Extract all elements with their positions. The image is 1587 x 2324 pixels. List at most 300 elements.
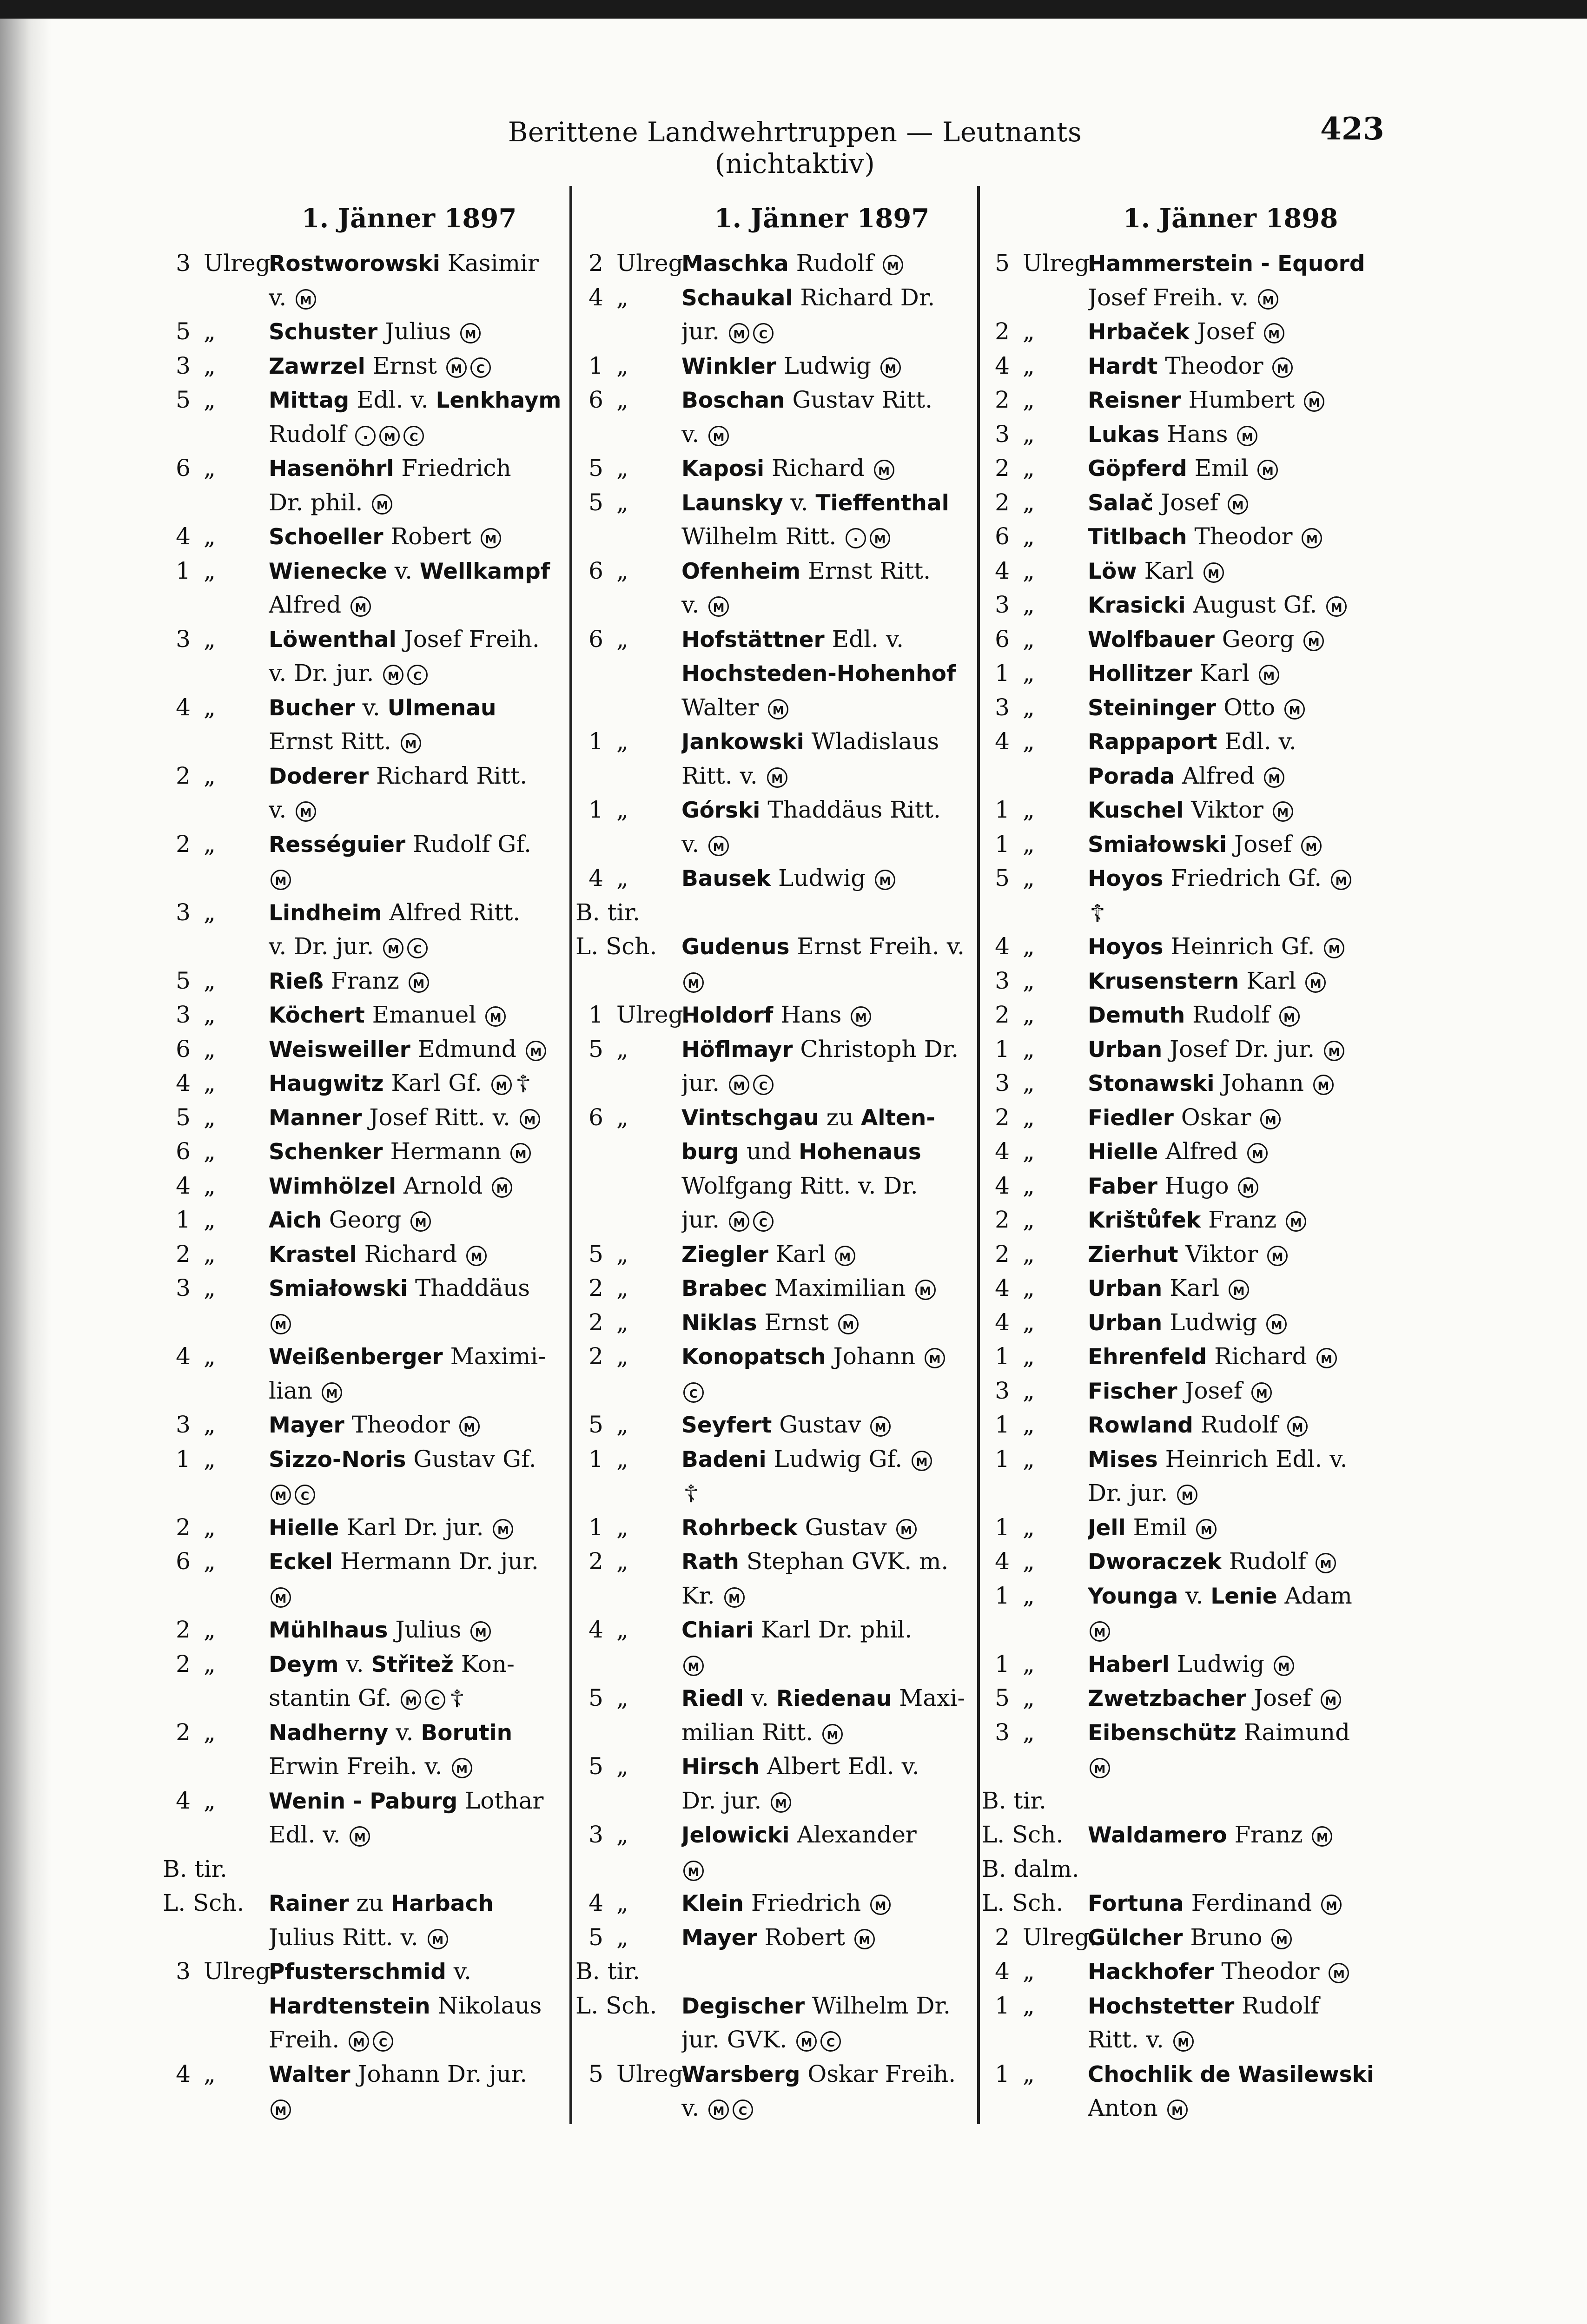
entry-text	[681, 383, 975, 417]
entry-text	[269, 1579, 562, 1613]
list-item	[982, 656, 1386, 691]
entry-detail: Alfred	[269, 591, 349, 618]
regiment-type: „	[204, 1650, 216, 1677]
list-item	[982, 1989, 1386, 2023]
list-item	[163, 656, 562, 691]
entry-detail: Erwin Freih. v.	[269, 1753, 450, 1780]
medal-m-icon: M	[1173, 2031, 1194, 2052]
regiment-number	[163, 417, 204, 452]
entry-detail: Rudolf	[788, 250, 881, 277]
regiment-type	[204, 1579, 269, 1613]
regiment-type: „	[1023, 1138, 1035, 1165]
entry-text	[269, 1135, 562, 1169]
medal-m-icon: M	[271, 1587, 291, 1608]
regiment-type	[1023, 2091, 1088, 2126]
medal-m-icon: M	[708, 426, 729, 446]
regiment-type	[616, 1135, 681, 1169]
regiment-number	[163, 2091, 204, 2126]
entry-text	[269, 998, 562, 1032]
entry-detail: Edl. v.	[824, 625, 904, 653]
surname: Hrbaček	[1088, 319, 1190, 345]
entry-detail: v.	[681, 420, 707, 448]
entry-text	[269, 930, 562, 964]
entry-detail: Karl	[1162, 1274, 1227, 1301]
surname: Haugwitz	[269, 1071, 384, 1096]
surname: Hardt	[1088, 353, 1158, 379]
entry-detail: v.	[1178, 1582, 1211, 1609]
list-item	[575, 1203, 975, 1237]
surname: Badeni	[681, 1446, 767, 1472]
regiment-type: „	[204, 1616, 216, 1643]
surname: Konopatsch	[681, 1344, 826, 1370]
medal-m-icon: M	[1267, 1246, 1288, 1266]
surname: Chiari	[681, 1618, 754, 1643]
regiment-number: 3	[995, 420, 1010, 448]
entry-text	[1088, 1818, 1386, 1852]
entry-detail: Heinrich Gf.	[1163, 933, 1322, 960]
regiment-type: Ulreg.	[1023, 250, 1097, 277]
regiment-number	[163, 1921, 204, 1955]
entry-text	[681, 725, 975, 759]
medal-m-icon: M	[1287, 1416, 1308, 1437]
entry-detail: v.	[681, 2094, 707, 2121]
regiment-number: 4	[176, 1343, 191, 1370]
entry-detail: Josef	[1153, 489, 1226, 516]
regiment-number: 4	[589, 865, 603, 891]
surname: Mittag	[269, 388, 350, 413]
surname: Titlbach	[1088, 524, 1187, 550]
surname: Lindheim	[269, 900, 382, 926]
regiment-type: „	[1023, 1958, 1035, 1985]
regiment-type: „	[1023, 625, 1035, 653]
list-item	[163, 281, 562, 315]
entry-detail: Emanuel	[364, 1001, 484, 1028]
entry-text	[1088, 451, 1386, 486]
regiment-type: „	[1023, 1343, 1035, 1370]
regiment-number	[575, 1135, 616, 1169]
list-item	[575, 1613, 975, 1647]
surname: Maschka	[681, 251, 789, 277]
medal-m-icon: M	[446, 357, 467, 378]
entry-text	[681, 2023, 975, 2057]
regiment-number	[575, 1169, 616, 1203]
surname: Nadherny	[269, 1720, 389, 1746]
list-item	[982, 1852, 1386, 1887]
entry-text	[269, 383, 562, 417]
regiment-type: „	[1023, 1548, 1035, 1575]
surname: Mayer	[269, 1413, 344, 1438]
surname: Hochsteden-Hohenhof	[681, 661, 956, 687]
regiment-type: „	[204, 898, 216, 926]
entry-text	[269, 1203, 562, 1237]
entry-text	[681, 1784, 975, 1818]
regiment-type: „	[204, 1070, 216, 1096]
entry-text	[269, 1716, 562, 1750]
regiment-number: 1	[589, 728, 603, 755]
regiment-number	[982, 759, 1023, 793]
regiment-type: „	[1023, 1377, 1035, 1404]
regiment-type: „	[616, 1035, 628, 1063]
entry-text	[681, 349, 975, 383]
page-edge-top	[0, 0, 1587, 19]
regiment-type: „	[204, 1138, 216, 1165]
medal-m-icon: M	[1258, 289, 1278, 310]
regiment-number: 5	[589, 489, 603, 516]
regiment-number: 1	[589, 1001, 603, 1028]
list-item	[575, 1750, 975, 1784]
entry-detail: Theodor	[344, 1411, 457, 1438]
entry-text	[681, 1511, 975, 1545]
list-item	[575, 1579, 975, 1613]
medal-m-icon: M	[1304, 391, 1324, 412]
surname: Rainer	[269, 1891, 349, 1916]
surname: Urban	[1088, 1037, 1163, 1063]
list-item	[575, 1886, 975, 1921]
surname: Wellkampf	[419, 558, 550, 584]
medal-c-icon: C	[470, 357, 491, 378]
entry-text	[1088, 1613, 1386, 1647]
surname: Younga	[1088, 1583, 1178, 1609]
regiment-type: „	[1023, 1650, 1035, 1677]
regiment-type	[204, 861, 269, 896]
list-item	[163, 1921, 562, 1955]
list-item	[163, 383, 562, 417]
entry-detail: v.	[388, 1718, 421, 1746]
regiment-type: „	[204, 2060, 216, 2087]
medal-m-icon: M	[1272, 357, 1293, 378]
regiment-type: „	[1023, 1684, 1035, 1711]
list-item	[575, 281, 975, 315]
surname: Jankowski	[681, 729, 804, 755]
surname: Kaposi	[681, 456, 765, 482]
regiment-number: 4	[995, 1548, 1010, 1575]
entry-detail: Robert	[757, 1923, 853, 1951]
regiment-type: „	[204, 967, 216, 994]
entry-text	[269, 554, 562, 588]
regiment-type	[616, 827, 681, 862]
list-item	[575, 2057, 975, 2092]
list-item	[982, 246, 1386, 281]
list-item	[982, 861, 1386, 896]
entry-detail: Viktor	[1178, 1240, 1266, 1268]
regiment-type: „	[616, 1343, 628, 1370]
medal-m-icon: M	[1284, 699, 1305, 720]
surname: Hoyos	[1088, 934, 1164, 960]
list-item	[575, 930, 975, 964]
entry-text	[681, 281, 975, 315]
entry-detail: Theodor	[1187, 523, 1300, 550]
list-item	[163, 1032, 562, 1067]
entry-text	[1088, 2091, 1386, 2126]
medal-m-icon: M	[708, 596, 729, 617]
entry-detail: Friedrich	[743, 1889, 869, 1916]
entry-text	[1088, 998, 1386, 1032]
entry-text	[681, 2057, 975, 2092]
entry-text	[1088, 861, 1386, 896]
regiment-type: „	[1023, 1718, 1035, 1746]
regiment-type	[204, 588, 269, 622]
entry-text	[269, 2023, 562, 2057]
medal-m-icon: M	[1237, 426, 1257, 446]
entry-detail: Franz	[1227, 1821, 1310, 1848]
surname: Rostworowski	[269, 251, 440, 277]
medal-c-icon: C	[753, 1211, 774, 1232]
entry-detail: Karl	[768, 1240, 833, 1268]
entry-detail: August Gf.	[1185, 591, 1325, 618]
regiment-type	[616, 1476, 681, 1511]
entry-detail: Hermann Dr. jur.	[332, 1548, 539, 1575]
list-item	[982, 1271, 1386, 1306]
column-divider-1	[569, 186, 572, 2124]
entry-detail: Karl Dr. jur.	[339, 1513, 491, 1541]
surname: Höflmayr	[681, 1037, 793, 1063]
list-item	[982, 1169, 1386, 1203]
entry-text	[1088, 827, 1386, 862]
entry-detail: v.	[338, 1650, 371, 1677]
medal-m-icon: M	[1329, 1963, 1349, 1983]
regiment-number: 6	[176, 1548, 191, 1575]
regiment-type	[204, 281, 269, 315]
list-item	[575, 2023, 975, 2057]
surname: Hofstättner	[681, 627, 825, 653]
entry-detail: Rudolf	[1185, 1001, 1277, 1028]
entry-detail: Dr. phil.	[269, 489, 370, 516]
regiment-type	[616, 2023, 681, 2057]
entry-text	[681, 2091, 975, 2126]
medal-m-icon: M	[1324, 938, 1344, 958]
medal-m-icon: M	[1251, 1382, 1272, 1403]
entry-text	[1088, 2057, 1386, 2092]
regiment-type	[616, 691, 681, 725]
entry-detail: Rudolf Gf.	[405, 830, 531, 858]
regiment-number: 1	[995, 1445, 1010, 1472]
regiment-number: 1	[995, 660, 1010, 687]
medal-m-icon: M	[708, 2100, 729, 2120]
entry-text	[269, 1032, 562, 1067]
regiment-number	[163, 1476, 204, 1511]
surname: Klein	[681, 1891, 744, 1916]
entry-detail: Alfred	[1175, 762, 1262, 789]
list-item	[575, 1340, 975, 1374]
list-item	[163, 1545, 562, 1579]
entry-text	[269, 281, 562, 315]
list-item	[163, 2057, 562, 2092]
entry-detail: Karl	[1239, 967, 1304, 994]
medal-m-icon: M	[296, 801, 316, 822]
list-item	[163, 691, 562, 725]
entry-text	[1088, 1545, 1386, 1579]
entry-detail: Johann	[826, 1343, 923, 1370]
list-item	[982, 1545, 1386, 1579]
unit-label: B. tir.	[575, 898, 640, 926]
regiment-type: „	[616, 1513, 628, 1541]
list-item	[575, 1818, 975, 1852]
entry-text	[269, 1271, 562, 1306]
list-item	[982, 315, 1386, 349]
medal-m-icon: M	[683, 1656, 704, 1676]
regiment-type	[616, 759, 681, 793]
entry-detail: Hans	[1159, 420, 1236, 448]
medal-m-icon: M	[350, 1826, 370, 1847]
medal-m-icon: M	[1303, 631, 1324, 651]
surname: Chochlik de Wasilewski	[1088, 2061, 1375, 2087]
list-item	[575, 1647, 975, 1682]
regiment-number: 5	[589, 2060, 603, 2087]
column-heading: 1. Jänner 1898	[1123, 203, 1338, 234]
regiment-type: „	[1023, 728, 1035, 755]
regiment-number: 1	[176, 1445, 191, 1472]
regiment-type: „	[204, 386, 216, 413]
regiment-number	[163, 793, 204, 827]
regiment-number: 3	[176, 1274, 191, 1301]
regiment-number: 3	[995, 967, 1010, 994]
unit-label: L. Sch.	[982, 1821, 1064, 1848]
regiment-type	[616, 1784, 681, 1818]
entry-detail: Franz	[1201, 1206, 1284, 1233]
surname: Faber	[1088, 1173, 1157, 1199]
entry-text	[1088, 725, 1386, 759]
medal-m-icon: M	[1313, 1075, 1334, 1095]
regiment-number: 1	[589, 1445, 603, 1472]
entry-detail: Stephan GVK. m.	[739, 1548, 949, 1575]
surname: Salač	[1088, 490, 1154, 516]
entry-detail: Johann Dr. jur.	[350, 2060, 528, 2087]
regiment-type: „	[1023, 2060, 1035, 2087]
regiment-number	[163, 1681, 204, 1716]
surname: Hielle	[1088, 1139, 1158, 1165]
entry-detail: Josef Freih. v.	[1088, 284, 1256, 311]
list-item	[982, 964, 1386, 998]
list-item	[982, 1784, 1386, 1818]
list-item	[575, 622, 975, 657]
list-item	[575, 1716, 975, 1750]
regiment-number: 1	[589, 796, 603, 823]
entry-text	[1088, 1852, 1386, 1887]
entry-text	[1088, 1784, 1386, 1818]
regiment-number: 5	[176, 318, 191, 345]
entry-detail: zu	[349, 1889, 391, 1916]
entry-detail: Walter	[681, 693, 767, 721]
surname: Lukas	[1088, 422, 1160, 448]
entry-detail: Thaddäus Ritt.	[760, 796, 941, 823]
medal-m-icon: M	[428, 1929, 448, 1949]
entry-detail: Ludwig	[771, 865, 873, 891]
entry-text	[681, 896, 975, 930]
entry-text	[1088, 1989, 1386, 2023]
regiment-type: „	[616, 865, 628, 891]
entry-detail: Hermann	[383, 1138, 509, 1165]
regiment-type: „	[1023, 318, 1035, 345]
list-item	[982, 1032, 1386, 1067]
list-item	[575, 1101, 975, 1135]
regiment-type	[1023, 759, 1088, 793]
list-item	[982, 1613, 1386, 1647]
list-item	[163, 246, 562, 281]
entry-text	[1088, 622, 1386, 657]
medal-m-icon: M	[875, 870, 895, 890]
surname: Górski	[681, 798, 760, 823]
list-item	[982, 827, 1386, 862]
entry-text	[1088, 417, 1386, 452]
medal-m-icon: M	[880, 357, 901, 378]
list-item	[575, 793, 975, 827]
list-item	[982, 349, 1386, 383]
entry-text	[681, 588, 975, 622]
entry-detail: Richard	[1207, 1343, 1315, 1370]
entry-detail: Wolfgang Ritt. v. Dr.	[681, 1172, 918, 1199]
entry-text	[681, 1408, 975, 1442]
medal-m-icon: M	[1321, 1690, 1341, 1710]
list-item	[982, 486, 1386, 520]
regiment-number: 1	[995, 796, 1010, 823]
regiment-type: „	[204, 693, 216, 721]
medal-m-icon: M	[1228, 494, 1248, 515]
regiment-type: „	[1023, 830, 1035, 858]
surname: Göpferd	[1088, 456, 1187, 482]
surname: Fischer	[1088, 1378, 1177, 1404]
surname: Winkler	[681, 353, 776, 379]
entry-text	[681, 451, 975, 486]
regiment-number: 4	[995, 1308, 1010, 1336]
list-item	[575, 383, 975, 417]
entry-text	[681, 1374, 975, 1408]
list-item	[163, 486, 562, 520]
regiment-number: 3	[995, 1070, 1010, 1096]
list-item	[163, 896, 562, 930]
list-item	[982, 2023, 1386, 2057]
unit-label: B. tir.	[163, 1855, 227, 1882]
medal-m-icon: M	[510, 1143, 531, 1163]
medal-m-icon: M	[768, 699, 788, 720]
list-item	[163, 793, 562, 827]
regiment-number: 4	[995, 1958, 1010, 1985]
entry-detail: Alexander	[789, 1821, 917, 1848]
entry-detail: Karl Dr. phil.	[754, 1616, 913, 1643]
regiment-type: Ulreg.	[616, 2060, 691, 2087]
running-header: Berittene Landwehrtruppen — Leutnants (nichtaktiv)	[508, 116, 1082, 179]
unit-label: L. Sch.	[163, 1889, 245, 1916]
entry-detail: Alfred	[1158, 1138, 1246, 1165]
list-item	[163, 1340, 562, 1374]
surname: Mayer	[681, 1925, 757, 1951]
entry-text	[269, 520, 562, 554]
entry-text	[269, 246, 562, 281]
entry-text	[269, 2057, 562, 2092]
list-item	[982, 451, 1386, 486]
entry-text	[1088, 1511, 1386, 1545]
list-item	[163, 2023, 562, 2057]
medal-m-icon: M	[520, 1109, 540, 1129]
regiment-type: „	[204, 557, 216, 584]
medal-m-icon: M	[1326, 596, 1347, 617]
list-item	[575, 1442, 975, 1477]
list-item	[982, 383, 1386, 417]
entry-detail: Josef Freih.	[396, 625, 540, 653]
entry-text	[681, 998, 975, 1032]
list-item	[163, 1271, 562, 1306]
entry-text	[681, 827, 975, 862]
entry-text	[269, 1169, 562, 1203]
regiment-number: 6	[176, 455, 191, 482]
list-item	[163, 964, 562, 998]
medal-m-icon: M	[1316, 1553, 1336, 1573]
entry-detail: jur.	[681, 318, 727, 345]
regiment-type: „	[616, 1923, 628, 1951]
list-item	[163, 1886, 562, 1921]
entry-detail: Josef	[1189, 318, 1262, 345]
entry-text	[681, 486, 975, 520]
entry-text	[681, 246, 975, 281]
